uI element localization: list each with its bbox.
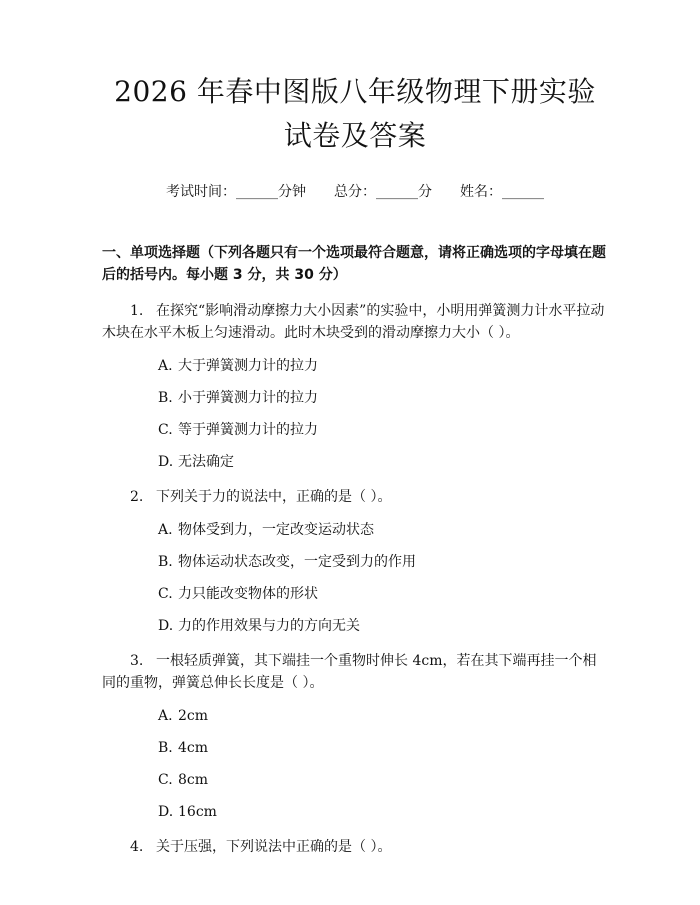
option-text: 8cm [178,772,209,788]
option-letter: D. [158,804,174,820]
option-text: 无法确定 [178,454,234,470]
option-letter: B. [158,740,173,756]
exam-meta [102,182,608,202]
option-letter: C. [158,586,173,602]
option-text: 物体运动状态改变，一定受到力的作用 [178,554,416,570]
option-text: 物体受到力，一定改变运动状态 [178,522,374,538]
option-text: 4cm [178,740,209,756]
option-letter: A. [158,522,173,538]
option-3b [158,738,608,758]
option-letter: D. [158,618,174,634]
question-number: 4. [130,839,144,855]
question-number: 2. [130,489,144,505]
option-1d [158,452,608,472]
option-2d [158,616,608,636]
page-title: 2026 年春中图版八年级物理下册实验试卷及答案 [114,75,596,152]
section-heading: 一、单项选择题（下列各题只有一个选项最符合题意，请将正确选项的字母填在题后的括号内。每小题 3 分，共 30 分） [102,245,606,283]
option-text: 力的作用效果与力的方向无关 [178,618,360,634]
option-2c [158,584,608,604]
exam-time: 考试时间：______分钟 [166,184,306,200]
question-text: 关于压强，下列说法中正确的是（ ）。 [156,839,392,855]
option-text: 大于弹簧测力计的拉力 [178,358,318,374]
question-number: 1. [130,303,144,319]
question-1 [102,300,608,344]
question-2 [102,486,608,508]
option-letter: B. [158,554,173,570]
option-text: 2cm [178,708,209,724]
option-1b [158,388,608,408]
option-text: 等于弹簧测力计的拉力 [178,422,318,438]
option-text: 小于弹簧测力计的拉力 [178,390,318,406]
question-3 [102,650,608,694]
option-text: 16cm [178,804,217,820]
option-2b [158,552,608,572]
student-name: 姓名：______ [460,184,544,200]
question-text: 在探究“影响滑动摩擦力大小因素”的实验中，小明用弹簧测力计水平拉动木块在水平木板上匀速滑动。此时木块受到的滑动摩擦力大小（ ）。 [102,303,605,341]
option-text: 力只能改变物体的形状 [178,586,318,602]
option-letter: B. [158,390,173,406]
option-3a [158,706,608,726]
option-letter: C. [158,772,173,788]
exam-total-score: 总分：______分 [334,184,432,200]
option-letter: A. [158,708,173,724]
option-letter: C. [158,422,173,438]
option-1c [158,420,608,440]
question-text: 一根轻质弹簧，其下端挂一个重物时伸长 4cm，若在其下端再挂一个相同的重物，弹簧总伸长长度是（ ）。 [102,653,597,691]
question-text: 下列关于力的说法中，正确的是（ ）。 [156,489,392,505]
question-4 [102,836,608,858]
option-letter: D. [158,454,174,470]
option-3d [158,802,608,822]
option-letter: A. [158,358,173,374]
option-3c [158,770,608,790]
option-2a [158,520,608,540]
question-number: 3. [130,653,144,669]
option-1a [158,356,608,376]
